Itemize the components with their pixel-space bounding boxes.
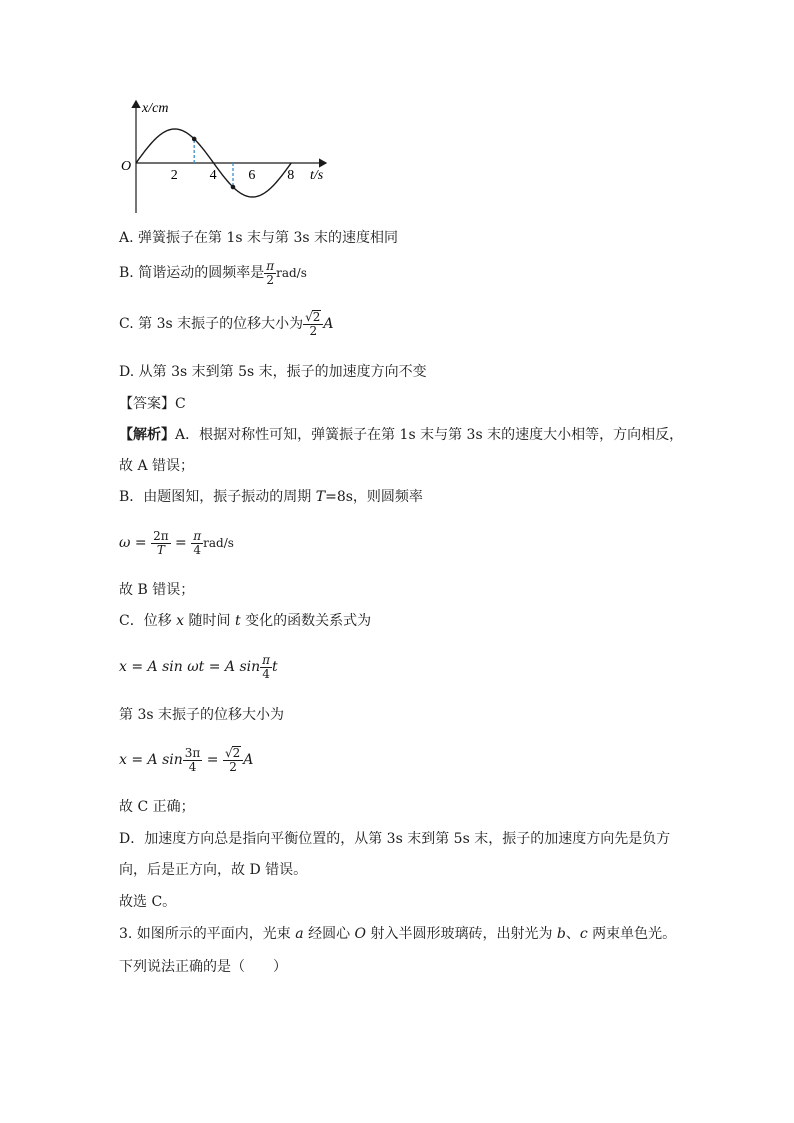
option-a-letter: A. — [119, 230, 134, 246]
option-c-letter: C. — [119, 316, 134, 332]
analysis-c-line1 — [119, 611, 371, 631]
eq3-frac1 — [183, 747, 203, 774]
oscillation-graph — [112, 95, 332, 220]
answer-line — [119, 394, 186, 414]
analysis-b-T: T — [315, 489, 326, 505]
analysis-a-line2: 故 A 错误； — [119, 458, 195, 474]
option-c-post: A — [323, 316, 334, 332]
eq3-eq: = — [206, 752, 219, 768]
option-b-text: 简谐运动的圆频率是 — [138, 265, 265, 281]
analysis-b-text1b: =8s，则圆频率 — [325, 489, 423, 505]
analysis-c-text1a: C．位移 — [119, 613, 177, 629]
eq1-eq2: = — [175, 535, 187, 551]
eq2-rhs: t — [272, 659, 278, 675]
equation-x — [119, 652, 278, 682]
option-b-num: π — [266, 258, 275, 273]
question-3-line2: 下列说法正确的是（ ） — [119, 959, 287, 975]
eq3-rhs: A — [243, 752, 254, 768]
option-a-text: 弹簧振子在第 1s 末与第 3s 末的速度相同 — [138, 230, 398, 246]
analysis-c-text1b: 随时间 — [184, 613, 235, 629]
x-tick-label: 6 — [248, 168, 256, 183]
y-axis-label: x/cm — [142, 101, 169, 116]
analysis-c-t: t — [234, 613, 241, 629]
conclusion: 故选 C。 — [119, 894, 177, 910]
option-b-den: 2 — [266, 272, 274, 287]
analysis-c-line3: 故 C 正确； — [119, 799, 195, 815]
option-c — [119, 309, 334, 339]
eq1-den1: T — [156, 542, 165, 557]
marked-point — [192, 137, 197, 142]
answer-label: 【答案】 — [119, 396, 175, 412]
analysis-b-line1 — [119, 487, 423, 507]
marked-point — [231, 185, 236, 190]
eq3-frac2: $\frac{√2}{2}$ — [223, 746, 243, 774]
option-c-den: 2 — [309, 324, 318, 338]
equation-x3 — [119, 745, 253, 775]
eq1-omega: ω — [119, 535, 131, 551]
eq3-den1: 4 — [188, 759, 197, 774]
answer-value: C — [175, 396, 186, 412]
option-c-fraction: $\frac{√2}{2}$ — [303, 310, 323, 338]
analysis-a-line1 — [119, 425, 683, 445]
eq1-frac1 — [151, 530, 171, 557]
analysis-a-text1: A．根据对称性可知，弹簧振子在第 1s 末与第 3s 末的速度大小相等，方向相反， — [175, 427, 684, 443]
eq1-num2: π — [193, 528, 202, 543]
option-c-num: 2 — [312, 310, 321, 324]
analysis-b-text1a: B．由题图知，振子振动的周期 — [119, 489, 316, 505]
eq1-frac2 — [191, 530, 203, 557]
origin-label: O — [121, 159, 132, 174]
option-d-text: 从第 3s 末到第 5s 末，振子的加速度方向不变 — [138, 364, 427, 380]
x-tick-label: 4 — [209, 168, 217, 183]
q3-c: c — [579, 926, 588, 942]
eq1-num1: 2π — [153, 528, 169, 543]
q3-b: b — [556, 926, 566, 942]
eq2-lhs: x = A sin ωt = A sin — [119, 659, 261, 675]
q3-text1d: 两束单色光。 — [587, 926, 677, 942]
option-d — [119, 362, 427, 382]
q3-text1b: 经圆心 — [303, 926, 355, 942]
eq3-num1: 3π — [184, 745, 201, 760]
option-b-fraction — [264, 260, 276, 287]
eq3-num2: 2 — [232, 746, 241, 760]
question-3-line1 — [119, 924, 676, 944]
eq1-den2: 4 — [193, 542, 201, 557]
x-tick-label: 2 — [170, 168, 178, 183]
option-c-text: 第 3s 末振子的位移大小为 — [138, 316, 304, 332]
analysis-c-line2: 第 3s 末振子的位移大小为 — [119, 707, 284, 723]
equation-omega — [119, 528, 234, 558]
analysis-c-text1c: 变化的函数关系式为 — [240, 613, 372, 629]
analysis-d-line1: D．加速度方向总是指向平衡位置的，从第 3s 末到第 5s 末，振子的加速度方向先是负方 — [119, 831, 671, 847]
option-b — [119, 259, 307, 287]
analysis-b-line2: 故 B 错误； — [119, 582, 195, 598]
x-tick-label: 8 — [287, 168, 295, 183]
q3-text1a: 3. 如图所示的平面内，光束 — [119, 926, 296, 942]
analysis-c-x: x — [176, 613, 185, 629]
eq2-frac — [260, 654, 272, 681]
option-d-letter: D. — [119, 364, 135, 380]
eq3-den2: 2 — [229, 760, 237, 774]
q3-O: O — [354, 926, 367, 942]
option-b-unit: rad/s — [276, 266, 307, 280]
eq2-num: π — [262, 652, 271, 667]
q3-text1c: 射入半圆形玻璃砖，出射光为 — [366, 926, 557, 942]
eq3-lhs: x = A sin — [119, 752, 183, 768]
option-a — [119, 228, 398, 248]
q3-a: a — [295, 926, 304, 942]
q3-sep: 、 — [565, 926, 580, 942]
eq1-eq1: = — [134, 535, 147, 551]
eq2-den: 4 — [262, 666, 270, 681]
x-axis-label: t/s — [310, 168, 324, 183]
eq1-unit: rad/s — [203, 536, 234, 550]
analysis-d-line2: 向，后是正方向，故 D 错误。 — [119, 862, 308, 878]
analysis-label: 【解析】 — [119, 427, 175, 443]
option-b-letter: B. — [119, 265, 134, 281]
